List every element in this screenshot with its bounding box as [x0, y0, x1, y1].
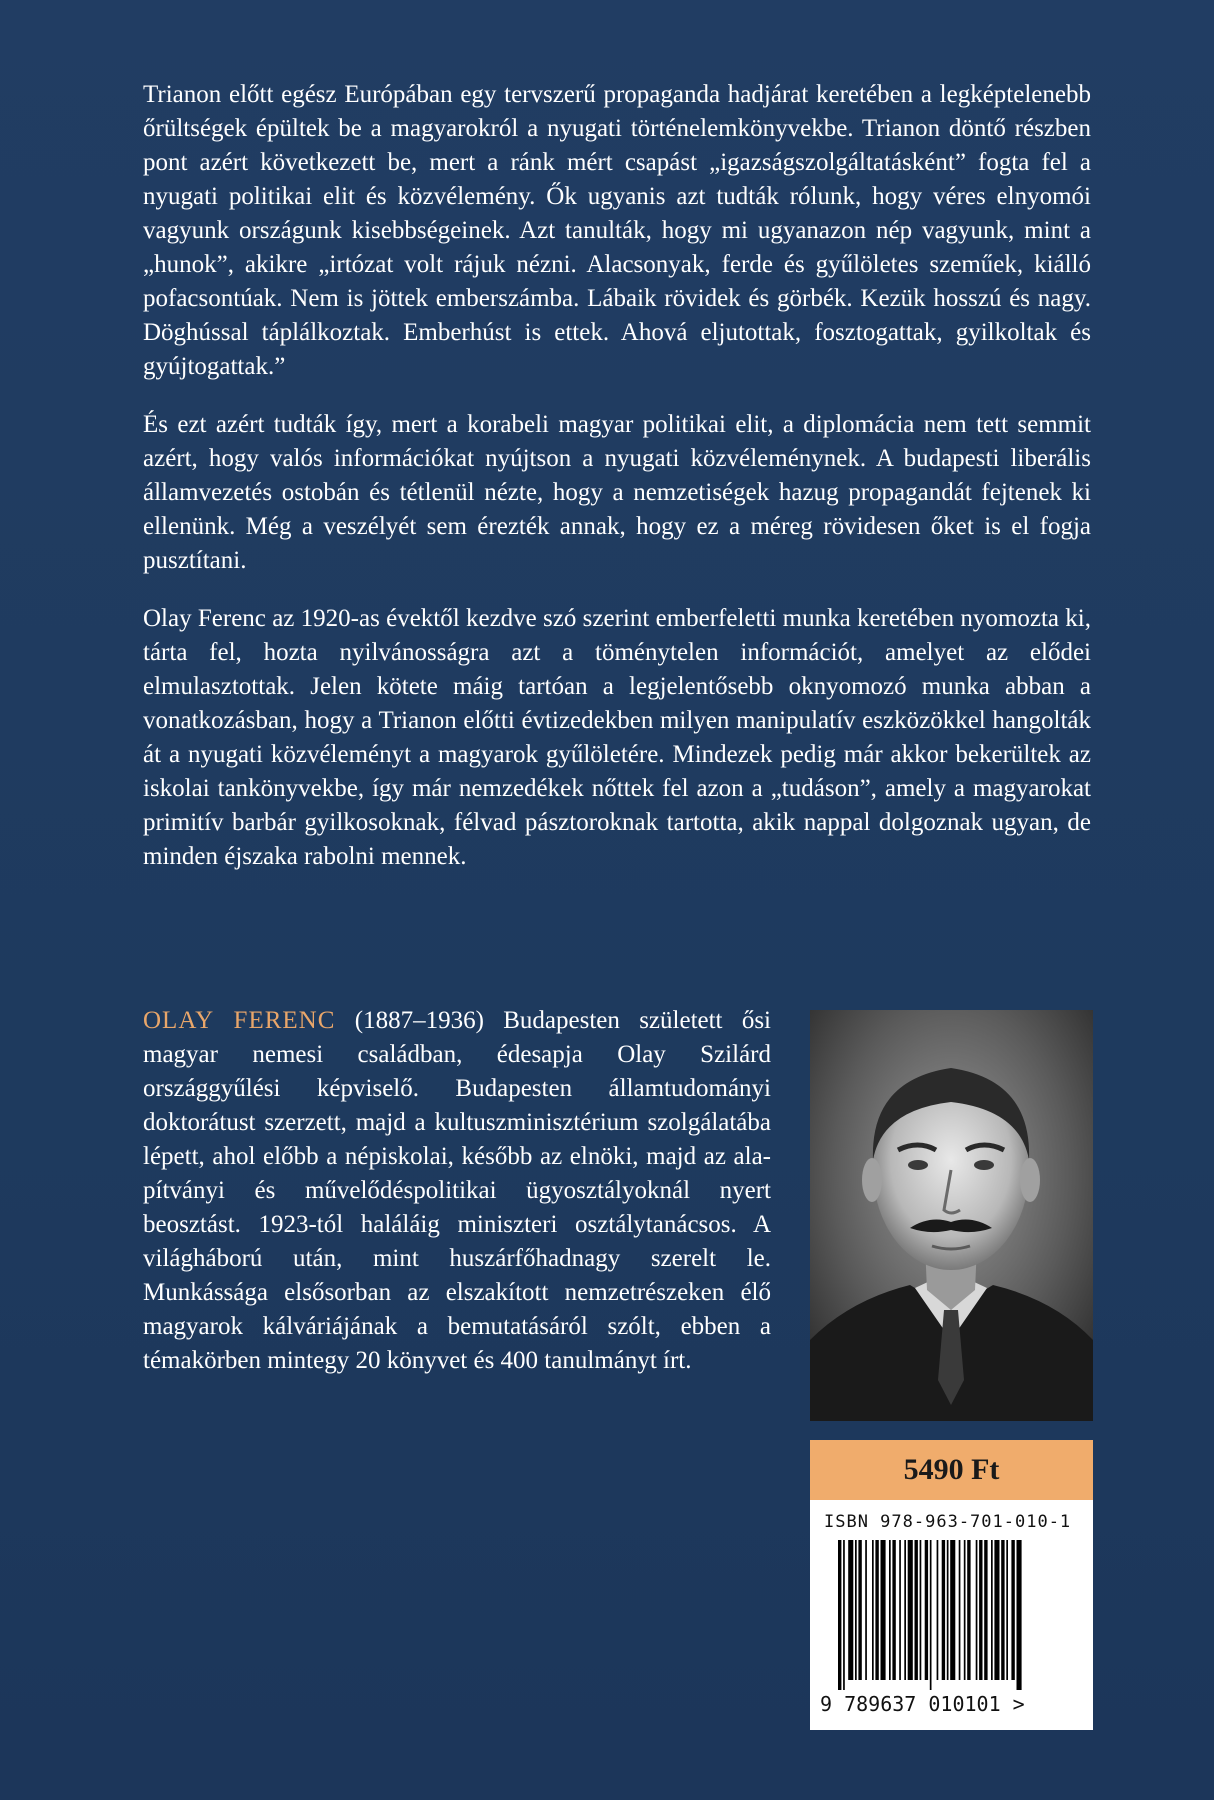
- barcode-bar: [930, 1540, 932, 1690]
- barcode-bar: [947, 1540, 949, 1680]
- barcode-bar: [937, 1540, 939, 1680]
- barcode-bar: [1017, 1540, 1022, 1690]
- barcode-bar: [915, 1540, 918, 1680]
- ean-digits: 9 789637 010101 >: [820, 1692, 1025, 1716]
- barcode-bar: [875, 1540, 878, 1680]
- barcode-bar: [959, 1540, 961, 1680]
- barcode-bar: [942, 1540, 945, 1680]
- barcode-bar: [858, 1540, 861, 1680]
- barcode-bar: [838, 1540, 841, 1690]
- barcode-bar: [976, 1540, 978, 1680]
- blurb-paragraph-2: És ezt azért tudták így, mert a korabeli magyar politikai elit, a diplomácia nem tett semmit azért, hogy valós információkat nyújtson a nyugati közvéleménynek. A budapesti liberális államvezetés ostobán és tétlenül nézte, hogy a nemzetiségek hazug propagandát fejtenek ki ellenünk. Még a veszélyét sem érezték annak, hogy ez a méreg rövidesen őket is el fogja pusztítani.: [143, 411, 1091, 574]
- barcode-bar: [881, 1540, 886, 1680]
- barcode-bar: [979, 1540, 982, 1680]
- barcode-bar: [899, 1540, 901, 1680]
- blurb-paragraph-3: Olay Ferenc az 1920-as évektől kezdve szó szerint emberfeletti munka keretében nyomozta ki, tárta fel, hozta nyilvánosságra azt a töménytelen információt, amelyet az elődei elmulasztottak. Jelen kötete máig tartóan a legjelentősebb oknyomozó munka abban a vonatkozásban, hogy a Trianon előtti évtizedekben milyen manipulatív eszközökkel hangolták át a nyugati közvéleményt a magyarok gyűlöletére. Mindezek pedig már akkor bekerültek az iskolai tankönyvekbe, így már nemzedékek nőttek fel azon a „tudáson”, amely a magyarokat primitív barbár gyilkosoknak, félvad pásztoroknak tartotta, akik nappal dolgoznak ugyan, de minden éjszaka rabolni mennek.: [143, 605, 1091, 870]
- barcode-bar: [1011, 1540, 1014, 1680]
- blurb-paragraph-1: Trianon előtt egész Európában egy tervszerű propaganda hadjárat keretében a legképtelenebb őrültségek épültek be a magyarokról a nyugati történelemkönyvekbe. Trianon döntő részben pont azért következett be, mert a ránk mért csapást „igazságszolgáltatásként” fogta fel a nyugati politikai elit és közvélemény. Ők ugyanis azt tudták rólunk, hogy véres elnyomói vagyunk országunk kisebbségeinek. Azt tanulták, hogy mi ugyanazon nép vagyunk, mint a „hunok”, akikre „irtózat volt rájuk nézni. Alacsonyak, ferde és gyűlöletes szeműek, kiálló pofacsontúak. Nem is jöttek emberszámba. Lábaik rövidek és görbék. Kezük hosszú és nagy. Döghússal táplálkoztak. Emberhúst is ettek. Ahová eljutottak, fosztogattak, gyilkoltak és gyújtogattak.”: [143, 81, 1091, 380]
- barcode-bar: [843, 1540, 845, 1690]
- barcode-bar: [889, 1540, 891, 1680]
- barcode-bar: [872, 1540, 874, 1680]
- barcode-bar: [991, 1540, 993, 1680]
- barcode-bar: [1001, 1540, 1004, 1680]
- barcode-bar: [848, 1540, 853, 1680]
- portrait-image: [810, 1010, 1093, 1421]
- barcode-bar: [967, 1540, 970, 1680]
- barcode-bar: [855, 1540, 857, 1680]
- barcode-bar: [925, 1540, 928, 1680]
- barcode-bar: [994, 1540, 999, 1680]
- barcode-bar: [984, 1540, 987, 1680]
- barcode-bar: [908, 1540, 913, 1680]
- barcode-bar: [865, 1540, 867, 1680]
- blurb-column: [143, 78, 1091, 898]
- author-bio: [143, 1004, 771, 1378]
- barcode-bars: [838, 1540, 1074, 1690]
- isbn-label: ISBN 978-963-701-010-1: [824, 1512, 1072, 1532]
- barcode-bar: [892, 1540, 895, 1680]
- barcode-bar: [964, 1540, 966, 1680]
- price-tag: 5490 Ft: [810, 1440, 1093, 1500]
- author-bio-text: (1887–1936) Budapesten született ősi magyar nemesi családban, édesapja Olay Szilárd országgyűlési képviselő. Budapesten államtudományi doktorátust szerzett, majd a kultuszminisztérium szolgálatába lépett, ahol előbb a népiskolai, később az elnöki, majd az alapítványi és művelődéspolitikai ügyosztályoknál nyert beosztást. 1923-tól haláláig miniszteri osztálytanácsos. A világháború után, mint huszárfőhadnagy szerelt le. Munkássága elsősorban az elszakított nemzetrészeken élő magyarok kálváriájának a bemutatásáról szólt, ebben a témakörben mintegy 20 könyvet és 400 tanulmányt írt.: [143, 1007, 772, 1374]
- barcode-bar: [950, 1540, 955, 1680]
- author-name: OLAY FERENC: [143, 1007, 336, 1034]
- barcode-bar: [1006, 1540, 1008, 1680]
- barcode-bar: [904, 1540, 906, 1680]
- author-portrait: [810, 1010, 1093, 1421]
- isbn-barcode: [810, 1500, 1093, 1730]
- barcode-bar: [920, 1540, 922, 1680]
